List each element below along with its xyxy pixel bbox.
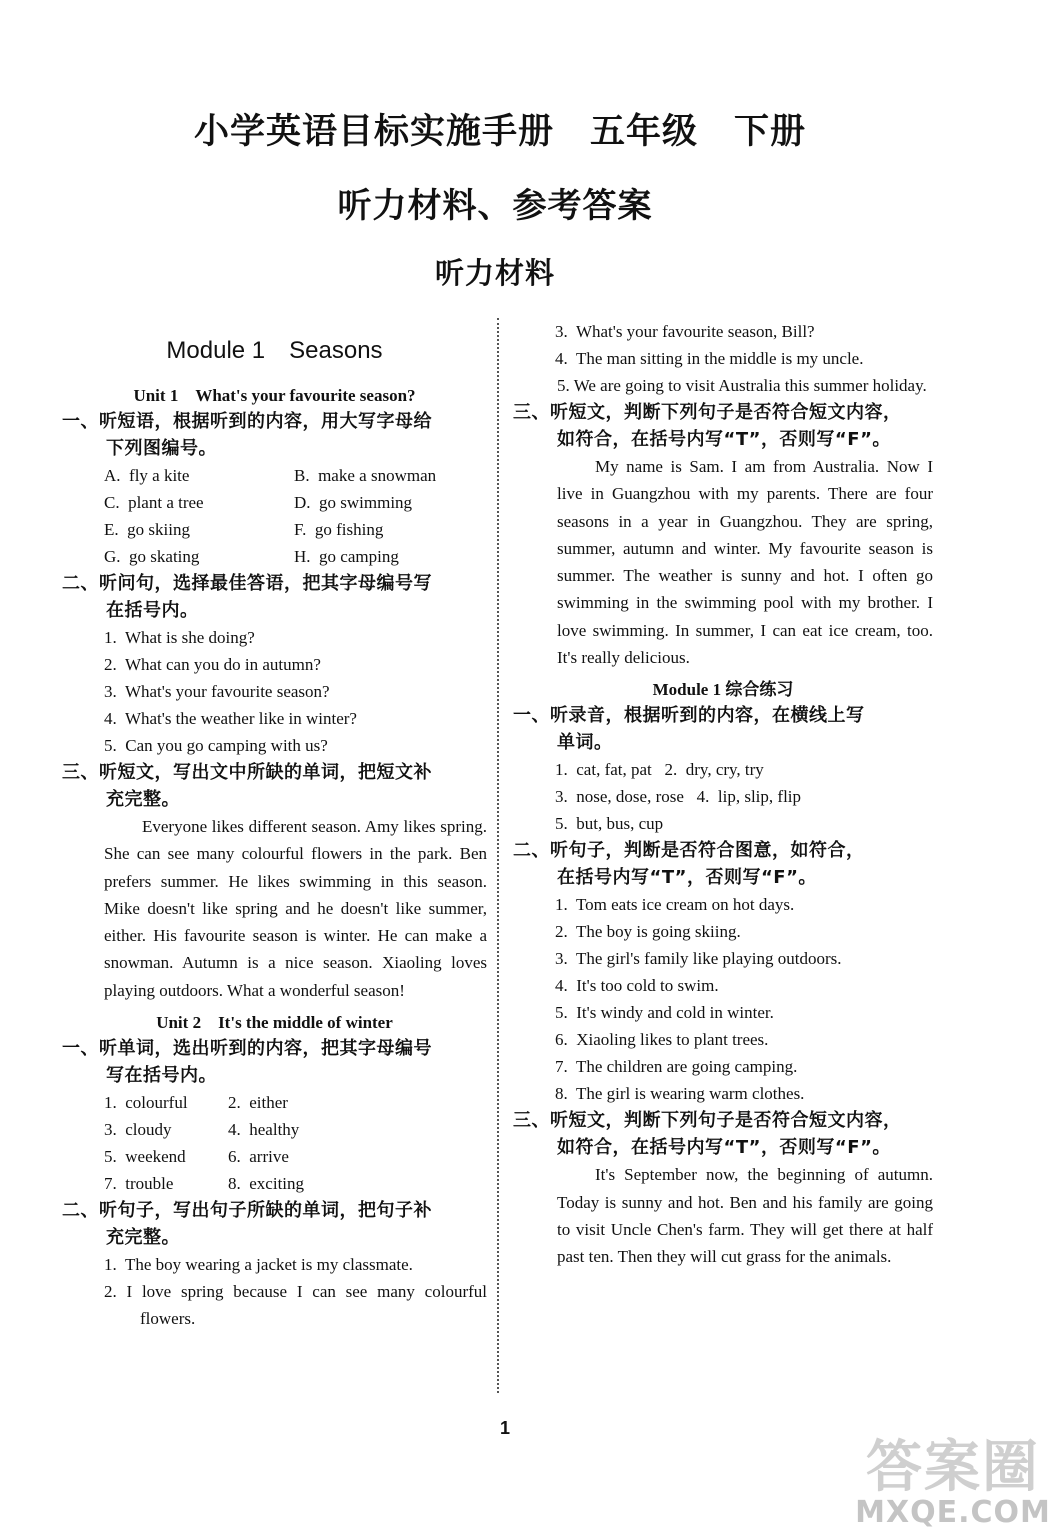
list-item [62, 516, 487, 543]
module-title: Module 1 Seasons [166, 337, 383, 364]
option: F. go fishing [294, 520, 384, 539]
review-section-1-instruction [513, 702, 933, 756]
section-heading: 听力材料 [434, 256, 555, 290]
list-item: 1. cat, fat, pat 2. dry, cry, try [555, 760, 764, 780]
instruction-text: 听问句，选择最佳答语，把其字母编号写 [99, 573, 432, 594]
list-item [62, 462, 487, 489]
option: 8. exciting [228, 1174, 305, 1194]
review-section-2-instruction [513, 837, 933, 891]
passage: Everyone likes different season. Amy likes spring. She can see many colourful flowers in the park. Ben prefers summer. He likes swimming in this season. Mike doesn't like spring and he doesn't like summer, either. His favourite season is winter. He can make a snowman. Autumn is a nice season. Xiaoling loves playing outdoors. What a wonderful season! [104, 817, 487, 1000]
section-number: 一、 [62, 411, 99, 432]
list-item [62, 543, 487, 570]
instruction-text-cont: 充完整。 [106, 1227, 180, 1249]
section-number: 三、 [513, 402, 550, 423]
list-item [62, 489, 487, 516]
list-item: 3. nose, dose, rose 4. lip, slip, flip [555, 787, 802, 807]
list-item: 6. Xiaoling likes to plant trees. [555, 1030, 769, 1050]
option: 2. either [228, 1093, 288, 1113]
instruction-text: 听短文，判断下列句子是否符合短文内容， [550, 402, 902, 423]
instruction-text: 听句子，判断是否符合图意，如符合， [550, 840, 865, 862]
list-item [62, 1089, 487, 1116]
section-number: 一、 [62, 1038, 99, 1060]
instruction-text-cont: 在括号内。 [106, 600, 199, 621]
list-item: 1. Tom eats ice cream on hot days. [555, 895, 795, 915]
option: 5. weekend [104, 1147, 186, 1167]
page-title: 小学英语目标实施手册 五年级 下册 [193, 112, 806, 152]
instruction-text-cont: 在括号内写“T”，否则写“F”。 [557, 867, 817, 889]
list-item [62, 1116, 487, 1143]
option: H. go camping [294, 547, 399, 566]
instruction-text-cont: 如符合，在括号内写“T”，否则写“F”。 [557, 429, 891, 450]
unit-2-section-2-instruction [62, 1197, 487, 1251]
list-item: 3. What's your favourite season? [104, 682, 330, 701]
list-item: 3. The girl's family like playing outdoors. [555, 949, 842, 969]
watermark-logo: 答案圈 [866, 1435, 1040, 1500]
section-3-instruction [513, 399, 933, 453]
option: B. make a snowman [294, 466, 437, 485]
unit-2-title: Unit 2 It's the middle of winter [156, 1013, 393, 1033]
instruction-text: 听短文，判断下列句子是否符合短文内容， [550, 1110, 902, 1132]
instruction-text-cont: 充完整。 [106, 789, 180, 810]
section-number: 二、 [62, 1200, 99, 1222]
section-number: 三、 [513, 1110, 550, 1132]
column-divider [497, 318, 499, 1393]
list-item [62, 1170, 487, 1197]
review-section-3-instruction [513, 1107, 933, 1161]
list-item: 2. What can you do in autumn? [104, 655, 321, 674]
instruction-text-cont: 单词。 [557, 732, 613, 754]
list-item: 4. The man sitting in the middle is my uncle. [555, 349, 864, 368]
list-item: 5. It's windy and cold in winter. [555, 1003, 774, 1023]
list-item: 3. What's your favourite season, Bill? [555, 322, 815, 341]
page-subtitle: 听力材料、参考答案 [337, 186, 653, 226]
option: 4. healthy [228, 1120, 300, 1140]
option: A. fly a kite [104, 466, 190, 485]
instruction-text-cont: 下列图编号。 [106, 438, 217, 459]
list-item: 4. What's the weather like in winter? [104, 709, 357, 728]
list-item: 8. The girl is wearing warm clothes. [555, 1084, 805, 1104]
list-item: 1. What is she doing? [104, 628, 255, 647]
list-item: 7. The children are going camping. [555, 1057, 798, 1077]
list-item: 5. Can you go camping with us? [104, 736, 328, 755]
section-number: 三、 [62, 762, 99, 783]
instruction-text-cont: 如符合，在括号内写“T”，否则写“F”。 [557, 1137, 891, 1159]
option: E. go skiing [104, 520, 190, 539]
list-item: 5. but, bus, cup [555, 814, 664, 834]
option: 7. trouble [104, 1174, 174, 1194]
instruction-text: 听单词，选出听到的内容，把其字母编号 [99, 1038, 432, 1060]
passage: It's September now, the beginning of autumn. Today is sunny and hot. Ben and his family are going to visit Uncle Chen's farm. They will get there at half past ten. Then they will cut grass for the animals. [557, 1165, 933, 1267]
section-number: 二、 [62, 573, 99, 594]
page-number: 1 [499, 1418, 510, 1438]
option: D. go swimming [294, 493, 413, 512]
option: 1. colourful [104, 1093, 188, 1113]
instruction-text: 听短语，根据听到的内容，用大写字母给 [99, 411, 432, 432]
instruction-text: 听录音，根据听到的内容，在横线上写 [550, 705, 865, 727]
review-title: Module 1 综合练习 [652, 680, 794, 700]
watermark-url: MXQE.COM [855, 1495, 1051, 1530]
unit-2-section-1-instruction [62, 1035, 487, 1089]
instruction-text: 听短文，写出文中所缺的单词，把短文补 [99, 762, 432, 783]
instruction-text-cont: 写在括号内。 [106, 1065, 217, 1087]
right-column [513, 318, 933, 1271]
list-item: 2. The boy is going skiing. [555, 922, 741, 942]
list-item: 1. The boy wearing a jacket is my classmate. [104, 1255, 413, 1275]
list-item [62, 1143, 487, 1170]
watermark [853, 1435, 1053, 1530]
option: 3. cloudy [104, 1120, 172, 1140]
unit-1-section-2-instruction [62, 570, 487, 624]
unit-1-section-1-instruction [62, 408, 487, 462]
list-item: 4. It's too cold to swim. [555, 976, 719, 996]
unit-1-section-3-instruction [62, 759, 487, 813]
list-item: 2. I love spring because I can see many colourful flowers. [104, 1282, 487, 1329]
section-number: 二、 [513, 840, 550, 862]
list-item: 5. We are going to visit Australia this summer holiday. [557, 376, 927, 395]
left-column [62, 318, 487, 1332]
instruction-text: 听句子，写出句子所缺的单词，把句子补 [99, 1200, 432, 1222]
option: G. go skating [104, 547, 200, 566]
section-number: 一、 [513, 705, 550, 727]
option: 6. arrive [228, 1147, 289, 1167]
unit-1-title: Unit 1 What's your favourite season? [133, 386, 416, 405]
passage: My name is Sam. I am from Australia. Now I live in Guangzhou with my parents. There are four seasons in a year in Guangzhou. They are spring, summer, autumn and winter. My favourite season is summer. The weather is sunny and hot. I often go swimming in the swimming pool with my brother. I love swimming. In summer, I can eat ice cream, too. It's really delicious. [557, 457, 933, 668]
option: C. plant a tree [104, 493, 204, 512]
